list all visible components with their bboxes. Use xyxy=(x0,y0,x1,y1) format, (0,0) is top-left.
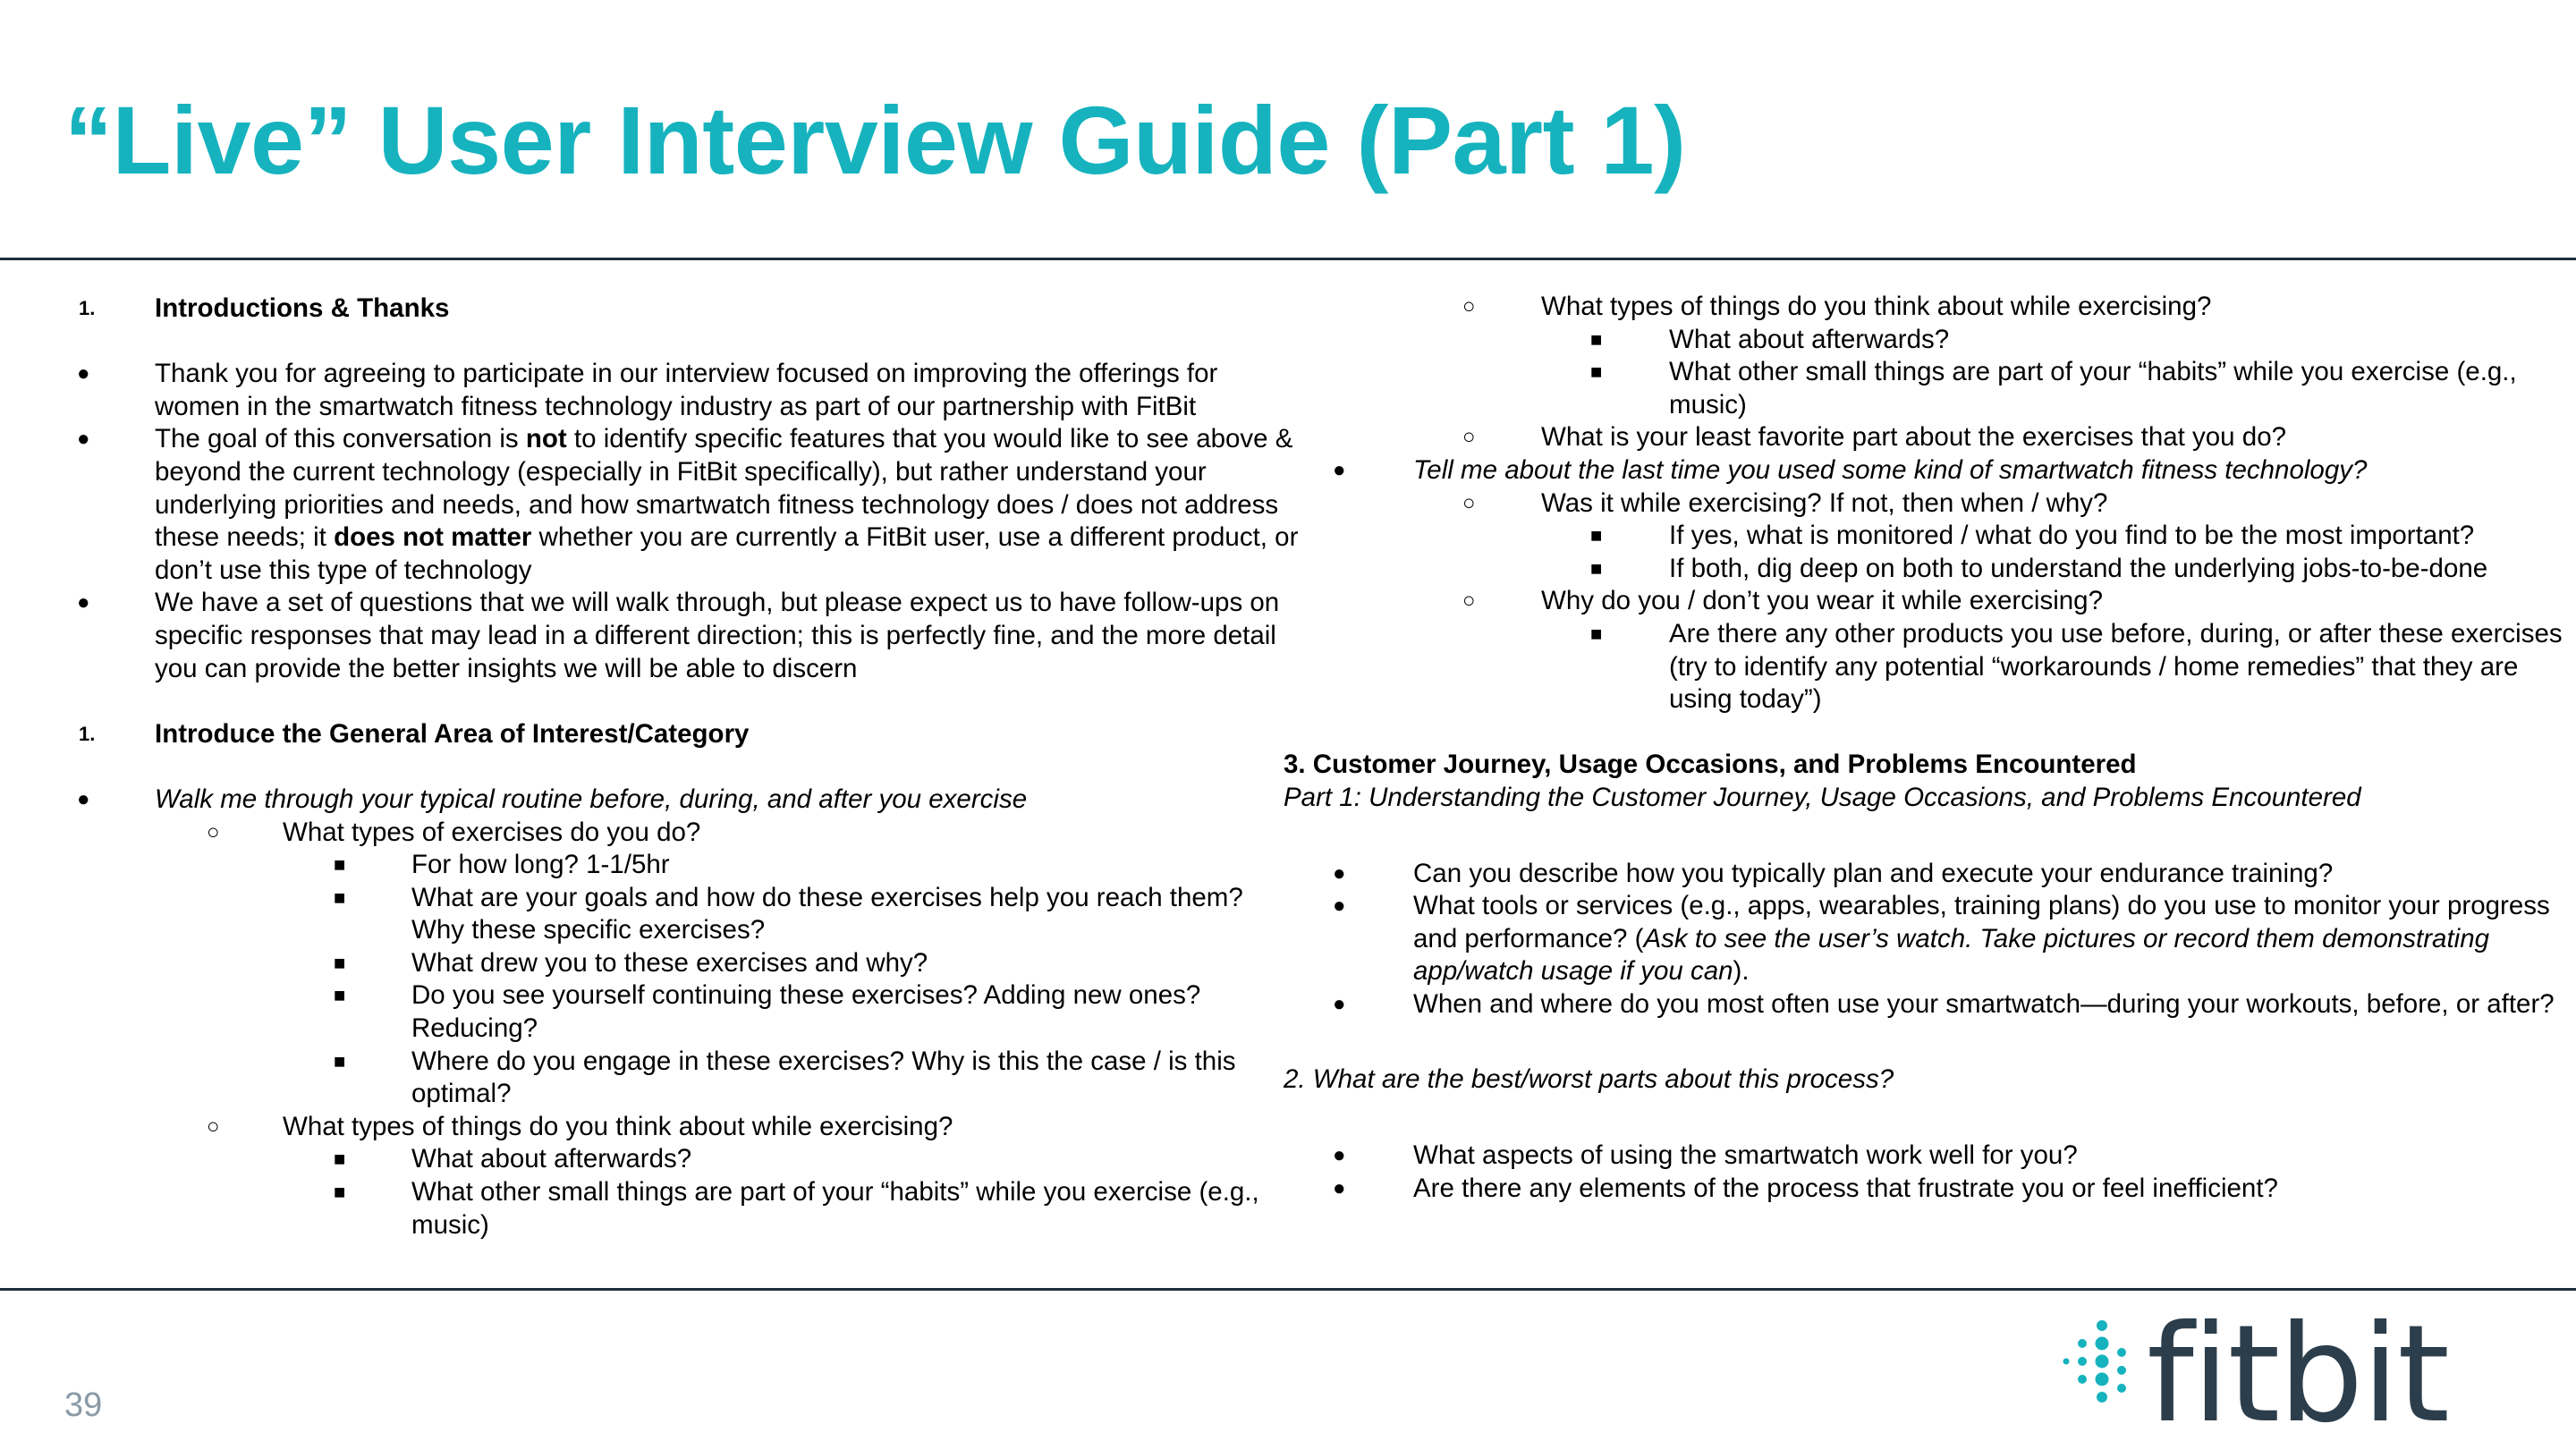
bullet-marker: ● xyxy=(1333,991,1346,1016)
circle-marker: ○ xyxy=(207,819,220,844)
square-marker: ■ xyxy=(334,886,346,909)
list-item-text: What types of exercises do you do? xyxy=(283,817,701,847)
section-subtitle: Part 1: Understanding the Customer Journey, Usage Occasions, and Problems Encountered xyxy=(1284,782,2361,812)
list-item xyxy=(1261,487,2576,521)
section-subtitle-row xyxy=(1261,782,2576,815)
list-item xyxy=(0,882,1306,947)
list-item-text: What aspects of using the smartwatch work well for you? xyxy=(1413,1140,2078,1171)
bullet-marker: ● xyxy=(1333,894,1346,919)
list-item-text: Do you see yourself continuing these exercises? Adding new ones? Reducing? xyxy=(411,980,1201,1044)
list-item-text: Tell me about the last time you used some kind of smartwatch fitness technology? xyxy=(1413,454,2368,485)
list-item-text: Can you describe how you typically plan and execute your endurance training? xyxy=(1413,858,2334,888)
list-item xyxy=(0,423,1306,587)
left-column xyxy=(0,292,1306,1241)
list-item-text: When and where do you most often use your smartwatch—during your workouts, before, or after? xyxy=(1413,988,2555,1019)
list-item xyxy=(1261,291,2576,324)
list-item xyxy=(0,1111,1306,1144)
list-item-text: What about afterwards? xyxy=(411,1144,692,1174)
list-item xyxy=(0,817,1306,850)
list-item-text: What other small things are part of your “habits” while you exercise (e.g., music) xyxy=(1669,357,2517,419)
square-marker: ■ xyxy=(1590,360,1603,384)
list-item xyxy=(1261,356,2576,421)
fitbit-dots-icon xyxy=(2063,1320,2127,1402)
question-row xyxy=(1261,1063,2576,1097)
list-item xyxy=(1261,324,2576,357)
square-marker: ■ xyxy=(1590,556,1603,580)
square-marker: ■ xyxy=(334,1049,346,1072)
bullet-marker: ● xyxy=(1333,860,1346,886)
number-marker: 1. xyxy=(79,722,96,745)
bullet-marker: ● xyxy=(1333,1143,1346,1168)
list-item-text: What about afterwards? xyxy=(1669,324,1950,354)
list-item-text: Was it while exercising? If not, then when / why? xyxy=(1541,487,2108,518)
list-item xyxy=(0,784,1306,817)
list-item xyxy=(1261,421,2576,454)
list-item-text: For how long? 1-1/5hr xyxy=(411,850,670,880)
circle-marker: ○ xyxy=(1462,294,1476,318)
list-item-text: Are there any other products you use before, during, or after these exercises (try to identify any potential “workarounds / home remedies” that they are using today”) xyxy=(1669,618,2563,715)
list-item xyxy=(0,849,1306,882)
list-item xyxy=(1261,585,2576,618)
list-item xyxy=(1261,454,2576,487)
circle-marker: ○ xyxy=(1462,589,1476,614)
list-item-text: What types of things do you think about while exercising? xyxy=(1541,292,2212,321)
square-marker: ■ xyxy=(334,1148,346,1171)
list-item xyxy=(0,1176,1306,1241)
list-item xyxy=(1261,553,2576,586)
list-item-text: Are there any elements of the process that frustrate you or feel inefficient? xyxy=(1413,1173,2278,1203)
slide-title: “Live” User Interview Guide (Part 1) xyxy=(64,86,1686,194)
list-item-text: The goal of this conversation is not to identify specific features that you would like to see above & beyond the current technology (especially in FitBit specifically), but rather understand your underlying priorities and needs, and how smartwatch fitness technology does / does not address these needs; it does not matter whether you are currently a FitBit user, use a different product, or don’t use this type of technology xyxy=(155,424,1299,585)
fitbit-wordmark: fitbit xyxy=(2147,1306,2448,1431)
bottom-divider xyxy=(0,1288,2576,1291)
list-item-text: We have a set of questions that we will walk through, but please expect us to have follow-ups on specific responses that may lead in a different direction; this is perfectly fine, and the more detail you can provide the better insights we will be able to discern xyxy=(155,588,1280,683)
bullet-marker: ● xyxy=(77,361,90,386)
list-item xyxy=(0,1143,1306,1176)
list-item-text: What drew you to these exercises and why? xyxy=(411,947,928,978)
bullet-marker: ● xyxy=(77,590,90,615)
square-marker: ■ xyxy=(334,984,346,1007)
list-item-text: What types of things do you think about while exercising? xyxy=(283,1111,953,1141)
list-item-text: Walk me through your typical routine before, during, and after you exercise xyxy=(155,784,1028,814)
square-marker: ■ xyxy=(334,951,346,974)
page-number: 39 xyxy=(64,1386,103,1424)
list-item-text: If yes, what is monitored / what do you find to be the most important? xyxy=(1669,521,2475,551)
bullet-marker: ● xyxy=(77,427,90,452)
square-marker: ■ xyxy=(334,1181,346,1204)
list-item-text: Why do you / don’t you wear it while exercising? xyxy=(1541,586,2103,616)
list-item xyxy=(0,1046,1306,1111)
list-item-text: Thank you for agreeing to participate in our interview focused on improving the offerings for women in the smartwatch fitness technology industry as part of our partnership with FitBit xyxy=(155,359,1218,421)
list-item xyxy=(1261,520,2576,553)
section-introductions xyxy=(0,292,1306,326)
question-text: 2. What are the best/worst parts about this process? xyxy=(1284,1064,1894,1095)
section-title: Introductions & Thanks xyxy=(155,293,450,323)
section-title: Introduce the General Area of Interest/Category xyxy=(155,718,750,749)
square-marker: ■ xyxy=(1590,327,1603,351)
list-item xyxy=(0,358,1306,423)
circle-marker: ○ xyxy=(1462,490,1476,515)
list-item-text: What is your least favorite part about the exercises that you do? xyxy=(1541,422,2287,453)
square-marker: ■ xyxy=(1590,524,1603,547)
list-item xyxy=(1261,1173,2576,1206)
list-item xyxy=(0,979,1306,1045)
list-item xyxy=(1261,1140,2576,1173)
list-item xyxy=(1261,890,2576,988)
list-item-text: If both, dig deep on both to understand the underlying jobs-to-be-done xyxy=(1669,553,2488,583)
list-item xyxy=(1261,858,2576,891)
bullet-marker: ● xyxy=(1333,457,1346,482)
square-marker: ■ xyxy=(334,853,346,877)
section-title: 3. Customer Journey, Usage Occasions, and Problems Encountered xyxy=(1284,750,2137,780)
section-general-area xyxy=(0,718,1306,751)
bullet-marker: ● xyxy=(77,786,90,811)
fitbit-logo xyxy=(2057,1306,2522,1431)
section-customer-journey xyxy=(1261,749,2576,782)
number-marker: 1. xyxy=(79,297,96,319)
right-column xyxy=(1261,291,2576,1205)
list-item xyxy=(1261,618,2576,716)
square-marker: ■ xyxy=(1590,622,1603,645)
top-divider xyxy=(0,258,2576,260)
list-item-text: What other small things are part of your “habits” while you exercise (e.g., music) xyxy=(411,1177,1259,1240)
circle-marker: ○ xyxy=(1462,425,1476,450)
list-item-text: What are your goals and how do these exercises help you reach them? Why these specific exercises? xyxy=(411,882,1243,945)
list-item xyxy=(1261,988,2576,1021)
list-item xyxy=(0,947,1306,980)
list-item-text: Where do you engage in these exercises? Why is this the case / is this optimal? xyxy=(411,1046,1236,1109)
bullet-marker: ● xyxy=(1333,1175,1346,1200)
list-item xyxy=(0,587,1306,685)
list-item-text: What tools or services (e.g., apps, wearables, training plans) do you use to monitor your progress and performance? (Ask to see the user’s watch. Take pictures or record them demonstrating app/watch usage if you can). xyxy=(1413,891,2550,987)
circle-marker: ○ xyxy=(207,1114,220,1139)
